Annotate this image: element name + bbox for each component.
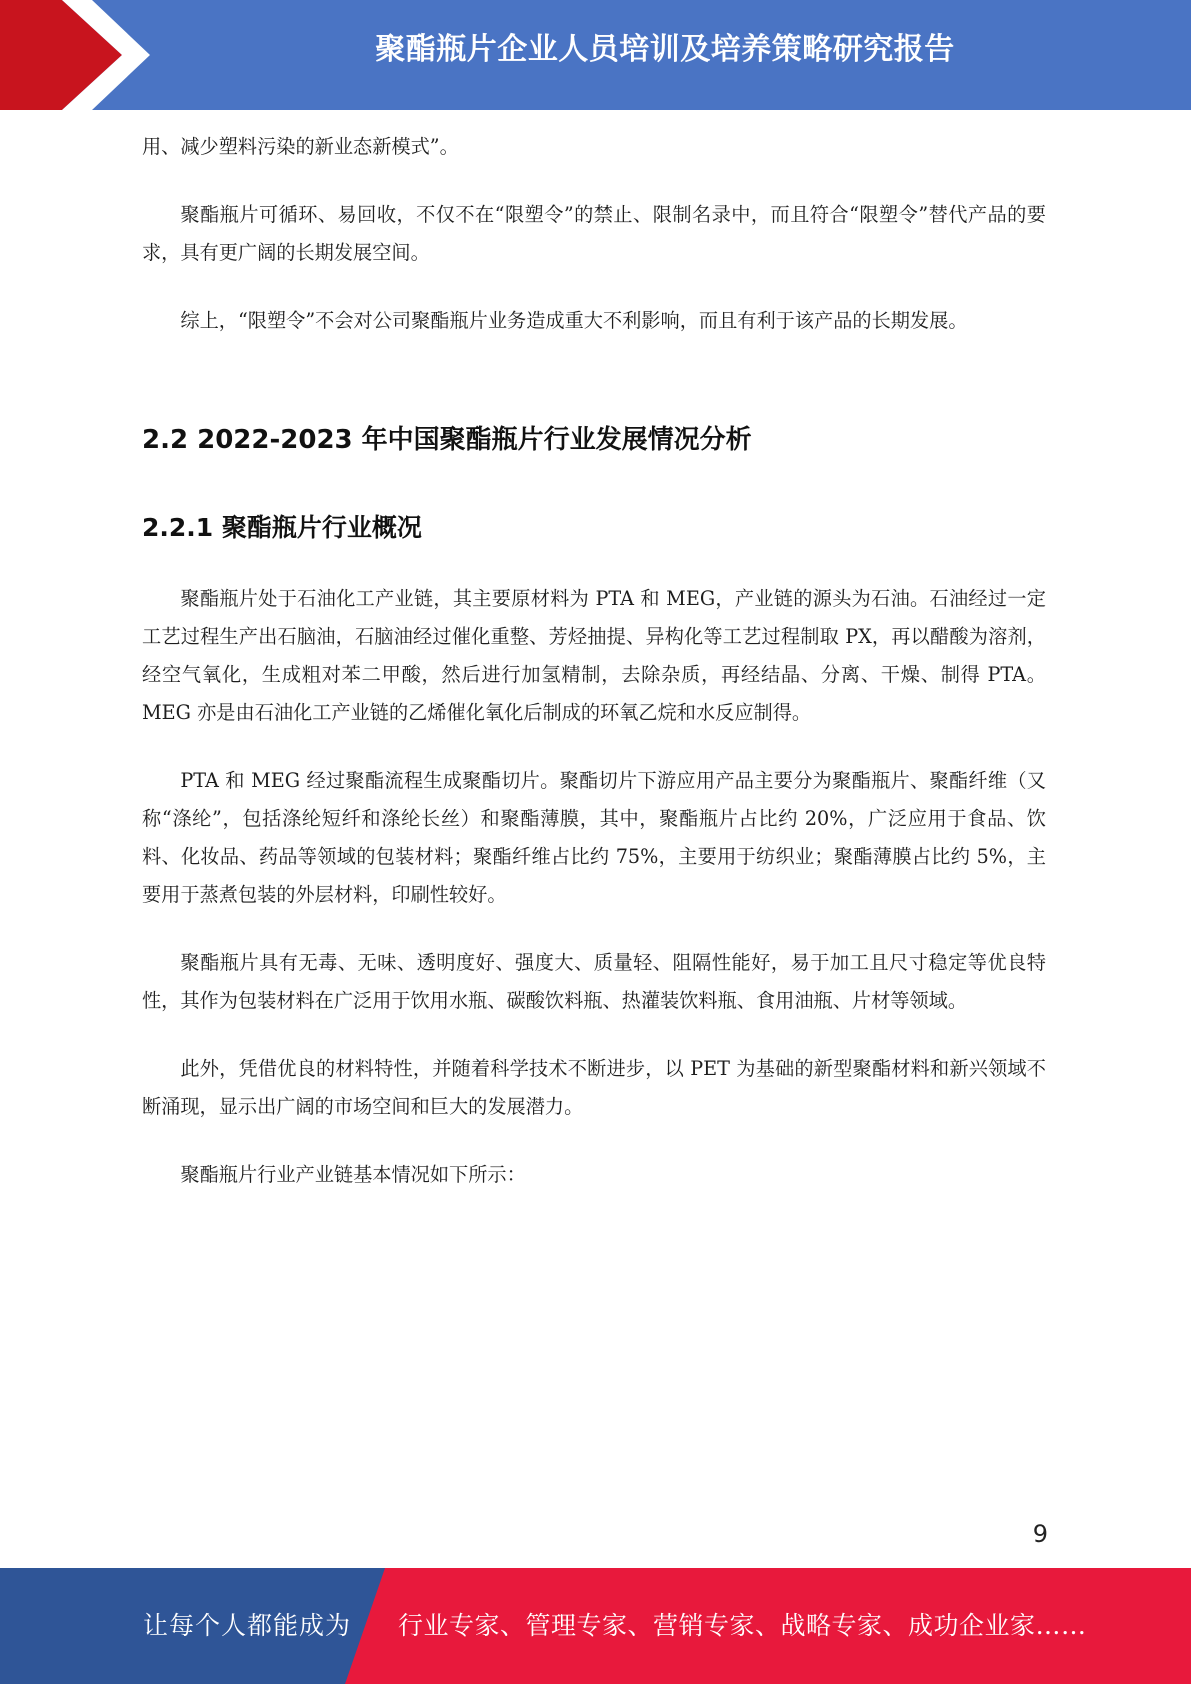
page-footer bbox=[0, 1568, 1191, 1684]
footer-slogan-right: 行业专家、管理专家、营销专家、战略专家、成功企业家…… bbox=[398, 1611, 1087, 1640]
paragraph-industry-chain: 聚酯瓶片处于石油化工产业链，其主要原材料为 PTA 和 MEG，产业链的源头为石油。石油经过一定工艺过程生产出石脑油，石脑油经过催化重整、芳烃抽提、异构化等工艺过程制取 PX，再以醋酸为溶剂，经空气氧化，生成粗对苯二甲酸，然后进行加氢精制，去除杂质，再经结晶、分离、干燥、制得 PTA。MEG 亦是由石油化工产业链的乙烯催化氧化后制成的环氧乙烷和水反应制得。 bbox=[142, 587, 1046, 724]
paragraph-chain-intro: 聚酯瓶片行业产业链基本情况如下所示： bbox=[180, 1163, 526, 1186]
section-heading-2-2: 2.2 2022-2023 年中国聚酯瓶片行业发展情况分析 bbox=[142, 425, 752, 455]
paragraph-continuation: 用、减少塑料污染的新业态新模式”。 bbox=[142, 135, 459, 158]
section-heading-2-2-1: 2.2.1 聚酯瓶片行业概况 bbox=[142, 513, 422, 542]
paragraph-recyclable: 聚酯瓶片可循环、易回收，不仅不在“限塑令”的禁止、限制名录中，而且符合“限塑令”替代产品的要求，具有更广阔的长期发展空间。 bbox=[142, 203, 1046, 264]
paragraph-summary: 综上，“限塑令”不会对公司聚酯瓶片业务造成重大不利影响，而且有利于该产品的长期发展。 bbox=[180, 309, 968, 332]
header-chevron-decoration bbox=[0, 0, 160, 110]
paragraph-properties: 聚酯瓶片具有无毒、无味、透明度好、强度大、质量轻、阻隔性能好，易于加工且尺寸稳定等优良特性，其作为包装材料在广泛用于饮用水瓶、碳酸饮料瓶、热灌装饮料瓶、食用油瓶、片材等领域。 bbox=[142, 951, 1046, 1012]
page-number: 9 bbox=[1032, 1520, 1048, 1548]
paragraph-polyester-chips: PTA 和 MEG 经过聚酯流程生成聚酯切片。聚酯切片下游应用产品主要分为聚酯瓶片、聚酯纤维（又称“涤纶”，包括涤纶短纤和涤纶长丝）和聚酯薄膜，其中，聚酯瓶片占比约 20%，广泛应用于食品、饮料、化妆品、药品等领域的包装材料；聚酯纤维占比约 75%，主要用于纺织业；聚酯薄膜占比约 5%，主要用于蒸煮包装的外层材料，印刷性较好。 bbox=[142, 769, 1046, 906]
footer-slogan-left: 让每个人都能成为 bbox=[143, 1611, 352, 1640]
paragraph-new-materials: 此外，凭借优良的材料特性，并随着科学技术不断进步，以 PET 为基础的新型聚酯材料和新兴领域不断涌现，显示出广阔的市场空间和巨大的发展潜力。 bbox=[142, 1057, 1046, 1118]
document-body bbox=[142, 128, 1046, 1194]
page-header bbox=[0, 0, 1191, 110]
report-title: 聚酯瓶片企业人员培训及培养策略研究报告 bbox=[375, 32, 955, 67]
